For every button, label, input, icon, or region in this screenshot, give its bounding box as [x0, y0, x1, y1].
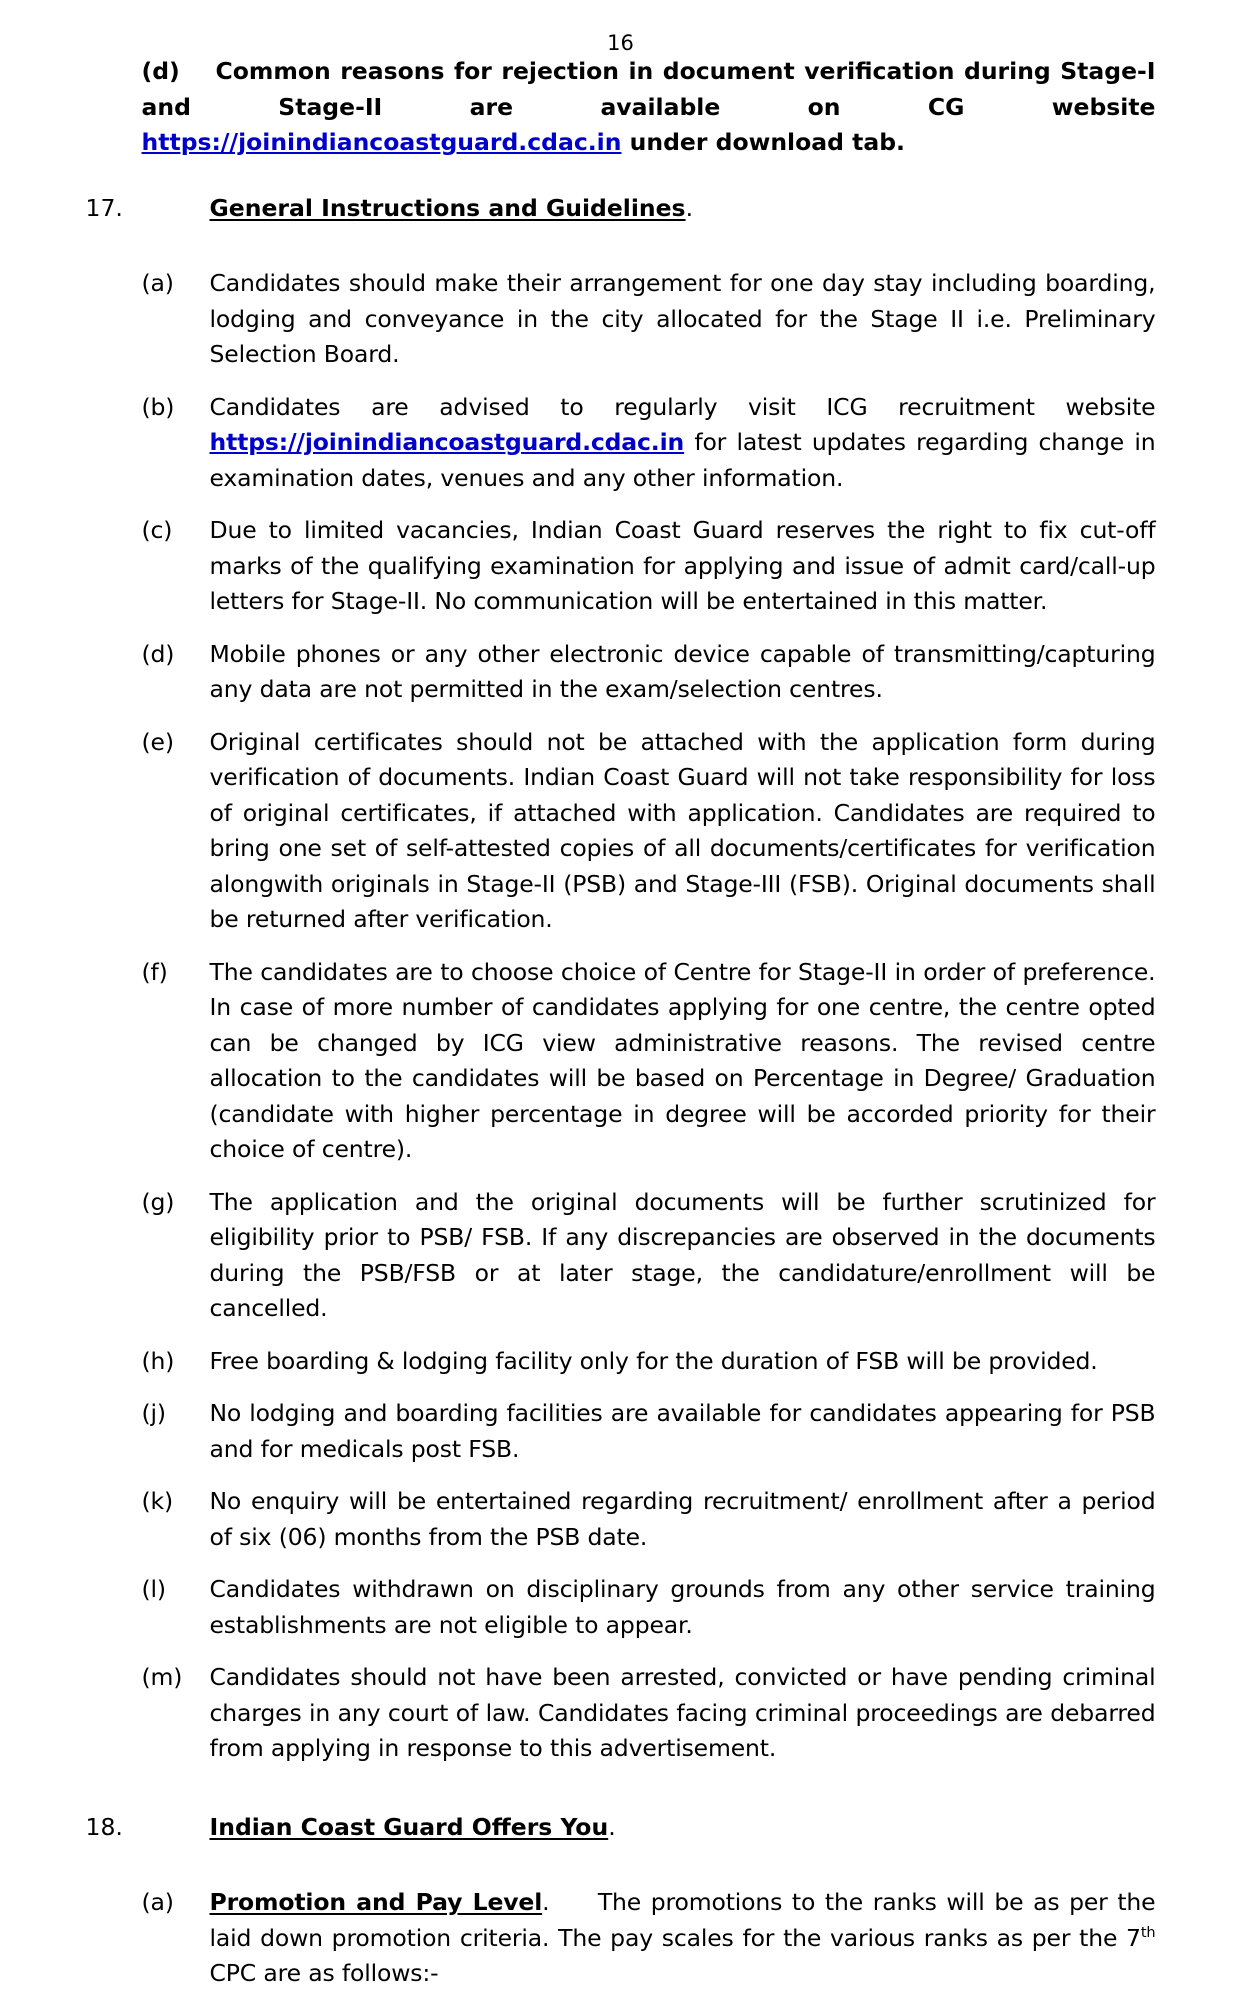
item-marker: (b): [141, 392, 175, 421]
section-17-item-a: [142, 266, 1156, 373]
item-text: Mobile phones or any other electronic device capable of transmitting/capturing any data are not permitted in the exam/selection centres.: [209, 639, 1156, 703]
paragraph-d-top-text-before: Common reasons for rejection in document verification during Stage-I and Stage-II are available on CG website: [141, 57, 1156, 121]
section-17-item-h: [142, 1344, 1156, 1380]
section-17-number: 17.: [85, 193, 123, 222]
item-marker: (g): [141, 1187, 175, 1216]
item-marker: (e): [141, 727, 174, 756]
spacer: [142, 1784, 1156, 1810]
item-marker: (m): [141, 1663, 183, 1691]
section-17-item-j: [142, 1396, 1156, 1467]
ordinal-superscript: th: [1140, 1923, 1156, 1941]
section-17-item-d: [142, 637, 1156, 708]
section-17-item-c: [142, 513, 1156, 620]
paragraph-d-top-marker: (d): [141, 57, 180, 85]
section-17-item-k: [142, 1484, 1156, 1555]
section-18-item-a: [142, 1885, 1156, 1992]
item-text-part2: CPC are as follows:-: [209, 1959, 439, 1987]
item-text: No enquiry will be entertained regarding recruitment/ enrollment after a period of six (06) months from the PSB date.: [209, 1487, 1156, 1551]
section-17-item-f: [142, 955, 1156, 1168]
section-18-heading-row: [85, 1810, 1156, 1846]
item-marker: (f): [141, 957, 168, 986]
item-text: No lodging and boarding facilities are available for candidates appearing for PSB and for medicals post FSB.: [209, 1399, 1156, 1463]
coastguard-website-link[interactable]: https://joinindiancoastguard.cdac.in: [209, 428, 685, 456]
item-text: The candidates are to choose choice of Centre for Stage-II in order of preference. In case of more number of candidates applying for one centre, the centre opted can be changed by ICG view administrative reasons. The revised centre allocation to the candidates will be based on Percentage in Degree/ Graduation (candidate with higher percentage in degree will be accorded priority for their choice of centre).: [209, 957, 1156, 1163]
section-17-item-e: [142, 725, 1156, 938]
item-marker: (a): [141, 1888, 174, 1916]
section-17-heading: General Instructions and Guidelines: [209, 193, 686, 222]
item-marker: (k): [141, 1487, 173, 1515]
section-17-heading-suffix: .: [685, 193, 694, 222]
coastguard-website-link[interactable]: https://joinindiancoastguard.cdac.in: [141, 128, 622, 156]
item-text: Candidates should make their arrangement for one day stay including boarding, lodging and conveyance in the city allocated for the Stage II i.e. Preliminary Selection Board.: [209, 269, 1156, 368]
section-17-item-g: [142, 1185, 1156, 1327]
item-text: Free boarding & lodging facility only for the duration of FSB will be provided.: [209, 1346, 1098, 1375]
item-text: Candidates withdrawn on disciplinary grounds from any other service training establishments are not eligible to appear.: [209, 1575, 1156, 1639]
section-17-item-m: [142, 1660, 1156, 1767]
item-text-part1: [549, 1888, 597, 1916]
section-17-item-b: [142, 390, 1156, 497]
section-18-heading: Indian Coast Guard Offers You: [209, 1812, 609, 1841]
paragraph-d-top: [142, 54, 1156, 161]
item-marker: (a): [141, 269, 174, 297]
item-text-after-link: for latest updates regarding change in examination dates, venues and any other information.: [209, 428, 1156, 492]
spacer: [142, 240, 1156, 266]
item-text: Due to limited vacancies, Indian Coast Guard reserves the right to fix cut-off marks of the qualifying examination for applying and issue of admit card/call-up letters for Stage-II. No communication will be entertained in this matter.: [209, 516, 1156, 615]
item-marker: (c): [141, 516, 173, 544]
item-text-before-link: Candidates are advised to regularly visit ICG recruitment website: [209, 392, 1156, 421]
promotion-pay-level-heading: Promotion and Pay Level: [209, 1888, 543, 1916]
item-text: Candidates should not have been arrested, convicted or have pending criminal charges in any court of law. Candidates facing criminal proceedings are debarred from applying in response to this advertisement.: [209, 1663, 1156, 1762]
item-marker: (l): [141, 1575, 166, 1603]
section-18-number: 18.: [85, 1812, 123, 1841]
page-number: 16: [607, 31, 634, 55]
page-content: [86, 54, 1156, 1992]
section-17-heading-row: [85, 191, 1156, 227]
section-18-heading-suffix: .: [608, 1812, 616, 1841]
section-17-item-l: [142, 1572, 1156, 1643]
spacer: [142, 1859, 1156, 1885]
paragraph-d-top-text-after: under download tab.: [621, 128, 905, 156]
item-text: Original certificates should not be attached with the application form during verification of documents. Indian Coast Guard will not take responsibility for loss of original certificates, if attached with application. Candidates are required to bring one set of self-attested copies of all documents/certificates for verification alongwith originals in Stage-II (PSB) and Stage-III (FSB). Original documents shall be returned after verification.: [209, 727, 1156, 933]
item-text: The application and the original documents will be further scrutinized for eligibility prior to PSB/ FSB. If any discrepancies are observed in the documents during the PSB/FSB or at later stage, the candidature/enrollment will be cancelled.: [209, 1187, 1156, 1322]
item-marker: (d): [141, 639, 175, 668]
item-marker: (h): [141, 1346, 175, 1375]
item-marker: (j): [141, 1399, 166, 1427]
promotion-pay-level-heading-suffix: .: [542, 1888, 550, 1916]
item-text-body: The promotions to the ranks will be as per the laid down promotion criteria. The pay scales for the various ranks as per the 7: [209, 1888, 1156, 1952]
